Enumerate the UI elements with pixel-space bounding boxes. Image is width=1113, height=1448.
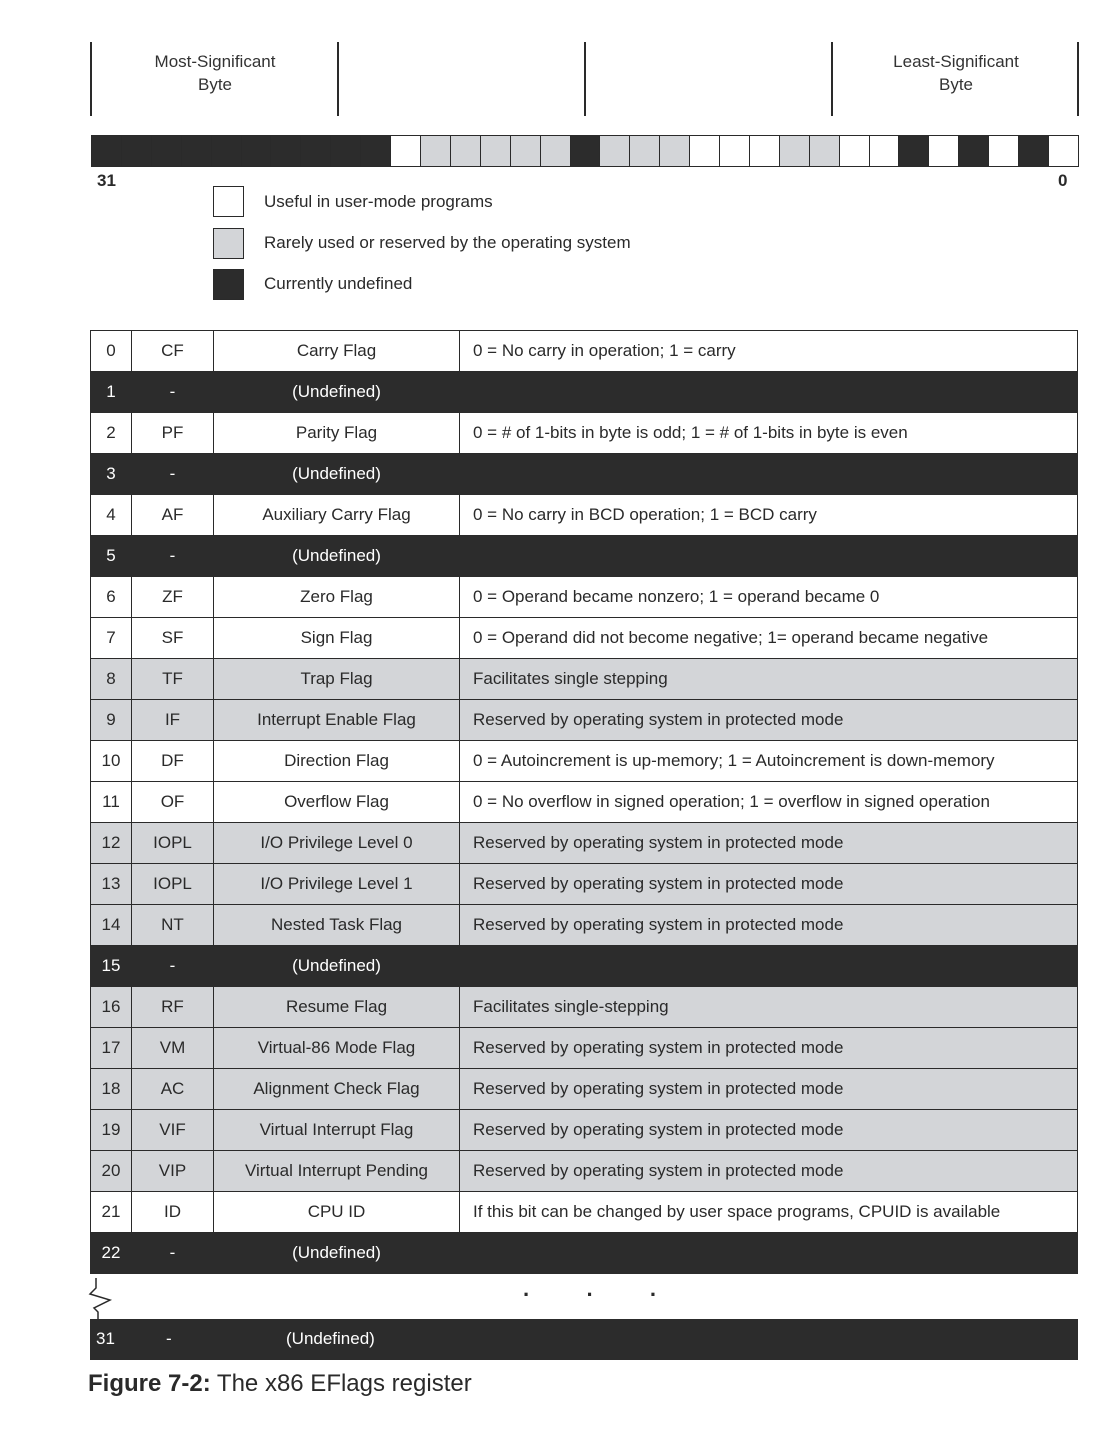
bit-cell (480, 136, 510, 166)
table-row (91, 946, 1078, 987)
byte-divider-line (584, 42, 586, 116)
flag-bit-cell: 16 (91, 987, 132, 1028)
bit-cell (928, 136, 958, 166)
legend-label-rare: Rarely used or reserved by the operating system (264, 233, 631, 252)
legend-swatch-useful (213, 186, 244, 217)
flag-bit-cell: 13 (91, 864, 132, 905)
flag-desc-cell: Reserved by operating system in protected mode (460, 1028, 1078, 1069)
flag-bit-cell: 18 (91, 1069, 132, 1110)
bit-cell (659, 136, 689, 166)
flag-name-cell: Nested Task Flag (214, 905, 460, 946)
bit-cell (270, 136, 300, 166)
bit-cell (420, 136, 450, 166)
flag-name-cell: (Undefined) (214, 454, 460, 495)
flag-name-cell: Trap Flag (214, 659, 460, 700)
table-row (91, 331, 1078, 372)
lsb-label: Least-Significant Byte (893, 52, 1019, 94)
bit-cell (241, 136, 271, 166)
flag-desc-cell: Reserved by operating system in protected mode (460, 1069, 1078, 1110)
flag-bit-cell: 10 (91, 741, 132, 782)
bit-cell (599, 136, 629, 166)
flag-name-cell: Overflow Flag (214, 782, 460, 823)
figure-caption (88, 1370, 472, 1398)
bit-cell (510, 136, 540, 166)
flag-bit-cell: 11 (91, 782, 132, 823)
flag-name-cell: Resume Flag (214, 987, 460, 1028)
bit-cell (898, 136, 928, 166)
table-row (91, 413, 1078, 454)
flag-name-cell: I/O Privilege Level 0 (214, 823, 460, 864)
last-row-bit: 31 (96, 1329, 115, 1348)
flag-desc-cell (460, 1233, 1078, 1274)
bit-cell (839, 136, 869, 166)
table-row (91, 577, 1078, 618)
flag-bit-cell: 4 (91, 495, 132, 536)
flag-desc-cell: Reserved by operating system in protected mode (460, 823, 1078, 864)
flag-desc-cell: Facilitates single stepping (460, 659, 1078, 700)
flag-abbr-cell: - (132, 946, 214, 987)
bit-cell (809, 136, 839, 166)
flag-abbr-cell: ID (132, 1192, 214, 1233)
flag-name-cell: Zero Flag (214, 577, 460, 618)
flag-name-cell: (Undefined) (214, 536, 460, 577)
bit-cell (1018, 136, 1048, 166)
flag-abbr-cell: AC (132, 1069, 214, 1110)
flag-bit-cell: 21 (91, 1192, 132, 1233)
bit-cell (689, 136, 719, 166)
flag-name-cell: Auxiliary Carry Flag (214, 495, 460, 536)
last-row-abbr: - (166, 1329, 172, 1348)
legend-label-useful: Useful in user-mode programs (264, 192, 493, 211)
table-row (91, 495, 1078, 536)
flag-bit-cell: 8 (91, 659, 132, 700)
flag-abbr-cell: IOPL (132, 864, 214, 905)
flag-bit-cell: 5 (91, 536, 132, 577)
bit-cell (92, 136, 121, 166)
flag-name-cell: I/O Privilege Level 1 (214, 864, 460, 905)
flag-desc-cell (460, 946, 1078, 987)
eflags-table (90, 330, 1078, 1274)
table-row (91, 1069, 1078, 1110)
flag-abbr-cell: - (132, 372, 214, 413)
bit-cell (570, 136, 600, 166)
eflags-bit-bar (91, 135, 1079, 167)
flag-bit-cell: 14 (91, 905, 132, 946)
flag-name-cell: (Undefined) (214, 1233, 460, 1274)
flag-abbr-cell: VIP (132, 1151, 214, 1192)
table-row (91, 536, 1078, 577)
flag-desc-cell: 0 = Operand did not become negative; 1= operand became negative (460, 618, 1078, 659)
flag-desc-cell (460, 372, 1078, 413)
flag-bit-cell: 19 (91, 1110, 132, 1151)
bit-cell (211, 136, 241, 166)
bit-cell (629, 136, 659, 166)
bit-cell (181, 136, 211, 166)
flag-name-cell: Virtual Interrupt Flag (214, 1110, 460, 1151)
flag-desc-cell: Reserved by operating system in protected mode (460, 864, 1078, 905)
flag-desc-cell: Reserved by operating system in protected mode (460, 905, 1078, 946)
flag-name-cell: CPU ID (214, 1192, 460, 1233)
byte-divider-line (90, 42, 92, 116)
flag-desc-cell: Reserved by operating system in protected mode (460, 700, 1078, 741)
flag-abbr-cell: RF (132, 987, 214, 1028)
flag-abbr-cell: TF (132, 659, 214, 700)
flag-bit-cell: 12 (91, 823, 132, 864)
flag-desc-cell: Reserved by operating system in protected mode (460, 1151, 1078, 1192)
bit-cell (869, 136, 899, 166)
flag-bit-cell: 3 (91, 454, 132, 495)
table-row (91, 905, 1078, 946)
bit-cell (1048, 136, 1078, 166)
flag-desc-cell: 0 = No carry in operation; 1 = carry (460, 331, 1078, 372)
flag-bit-cell: 15 (91, 946, 132, 987)
flag-name-cell: Sign Flag (214, 618, 460, 659)
bit-cell (450, 136, 480, 166)
flag-desc-cell: Reserved by operating system in protected mode (460, 1110, 1078, 1151)
legend-swatch-undefined (213, 269, 244, 300)
flag-abbr-cell: VM (132, 1028, 214, 1069)
flag-abbr-cell: - (132, 536, 214, 577)
legend-label-undefined: Currently undefined (264, 274, 413, 293)
byte-divider-line (337, 42, 339, 116)
flag-desc-cell: Facilitates single-stepping (460, 987, 1078, 1028)
flag-abbr-cell: ZF (132, 577, 214, 618)
flag-bit-cell: 20 (91, 1151, 132, 1192)
flag-bit-cell: 9 (91, 700, 132, 741)
ellipsis: · · · (523, 1282, 683, 1307)
flag-name-cell: (Undefined) (214, 946, 460, 987)
bit-cell (330, 136, 360, 166)
flag-bit-cell: 17 (91, 1028, 132, 1069)
flag-name-cell: Interrupt Enable Flag (214, 700, 460, 741)
bit-cell (719, 136, 749, 166)
bit-cell (779, 136, 809, 166)
byte-divider-line (831, 42, 833, 116)
table-row-last (90, 1319, 1078, 1360)
bit-cell (360, 136, 390, 166)
table-row (91, 1110, 1078, 1151)
bit-cell (151, 136, 181, 166)
bit-cell (121, 136, 151, 166)
msb-label: Most-Significant Byte (154, 52, 276, 94)
table-row (91, 1233, 1078, 1274)
flag-bit-cell: 6 (91, 577, 132, 618)
bit-cell (988, 136, 1018, 166)
flag-desc-cell: 0 = Autoincrement is up-memory; 1 = Autoincrement is down-memory (460, 741, 1078, 782)
flag-bit-cell: 1 (91, 372, 132, 413)
flag-desc-cell: 0 = No carry in BCD operation; 1 = BCD carry (460, 495, 1078, 536)
flag-abbr-cell: DF (132, 741, 214, 782)
flag-abbr-cell: - (132, 1233, 214, 1274)
bit-cell (300, 136, 330, 166)
flag-abbr-cell: - (132, 454, 214, 495)
bit-cell (958, 136, 988, 166)
flag-desc-cell: If this bit can be changed by user space programs, CPUID is available (460, 1192, 1078, 1233)
figure-caption-label: Figure 7-2: (88, 1370, 211, 1397)
table-row (91, 700, 1078, 741)
byte-divider-line (1077, 42, 1079, 116)
flag-abbr-cell: OF (132, 782, 214, 823)
flag-name-cell: Virtual-86 Mode Flag (214, 1028, 460, 1069)
table-row (91, 372, 1078, 413)
flag-name-cell: Alignment Check Flag (214, 1069, 460, 1110)
flag-name-cell: (Undefined) (214, 372, 460, 413)
flag-name-cell: Parity Flag (214, 413, 460, 454)
table-row (91, 618, 1078, 659)
table-row (91, 782, 1078, 823)
flag-desc-cell: 0 = # of 1-bits in byte is odd; 1 = # of 1-bits in byte is even (460, 413, 1078, 454)
flag-abbr-cell: IOPL (132, 823, 214, 864)
table-row (91, 864, 1078, 905)
table-row (91, 741, 1078, 782)
table-row (91, 1028, 1078, 1069)
bit-cell (390, 136, 420, 166)
flag-name-cell: Direction Flag (214, 741, 460, 782)
table-row (91, 1151, 1078, 1192)
bit-cell (540, 136, 570, 166)
bit-bar-high-label: 31 (97, 171, 116, 190)
figure-caption-text: The x86 EFlags register (216, 1370, 472, 1397)
last-row-name: (Undefined) (286, 1329, 375, 1348)
table-row (91, 659, 1078, 700)
flag-abbr-cell: VIF (132, 1110, 214, 1151)
flag-bit-cell: 2 (91, 413, 132, 454)
flag-abbr-cell: CF (132, 331, 214, 372)
flag-desc-cell: 0 = No overflow in signed operation; 1 = overflow in signed operation (460, 782, 1078, 823)
legend-swatch-rare (213, 228, 244, 259)
flag-abbr-cell: IF (132, 700, 214, 741)
flag-abbr-cell: NT (132, 905, 214, 946)
flag-abbr-cell: AF (132, 495, 214, 536)
flag-bit-cell: 0 (91, 331, 132, 372)
table-row (91, 454, 1078, 495)
flag-desc-cell (460, 536, 1078, 577)
flag-name-cell: Carry Flag (214, 331, 460, 372)
flag-name-cell: Virtual Interrupt Pending (214, 1151, 460, 1192)
flag-desc-cell: 0 = Operand became nonzero; 1 = operand became 0 (460, 577, 1078, 618)
flag-desc-cell (460, 454, 1078, 495)
table-row (91, 1192, 1078, 1233)
bit-cell (749, 136, 779, 166)
table-row (91, 987, 1078, 1028)
break-zigzag-icon (86, 1278, 126, 1320)
flag-abbr-cell: PF (132, 413, 214, 454)
flag-bit-cell: 7 (91, 618, 132, 659)
flag-bit-cell: 22 (91, 1233, 132, 1274)
table-row (91, 823, 1078, 864)
bit-bar-low-label: 0 (1058, 171, 1068, 190)
flag-abbr-cell: SF (132, 618, 214, 659)
